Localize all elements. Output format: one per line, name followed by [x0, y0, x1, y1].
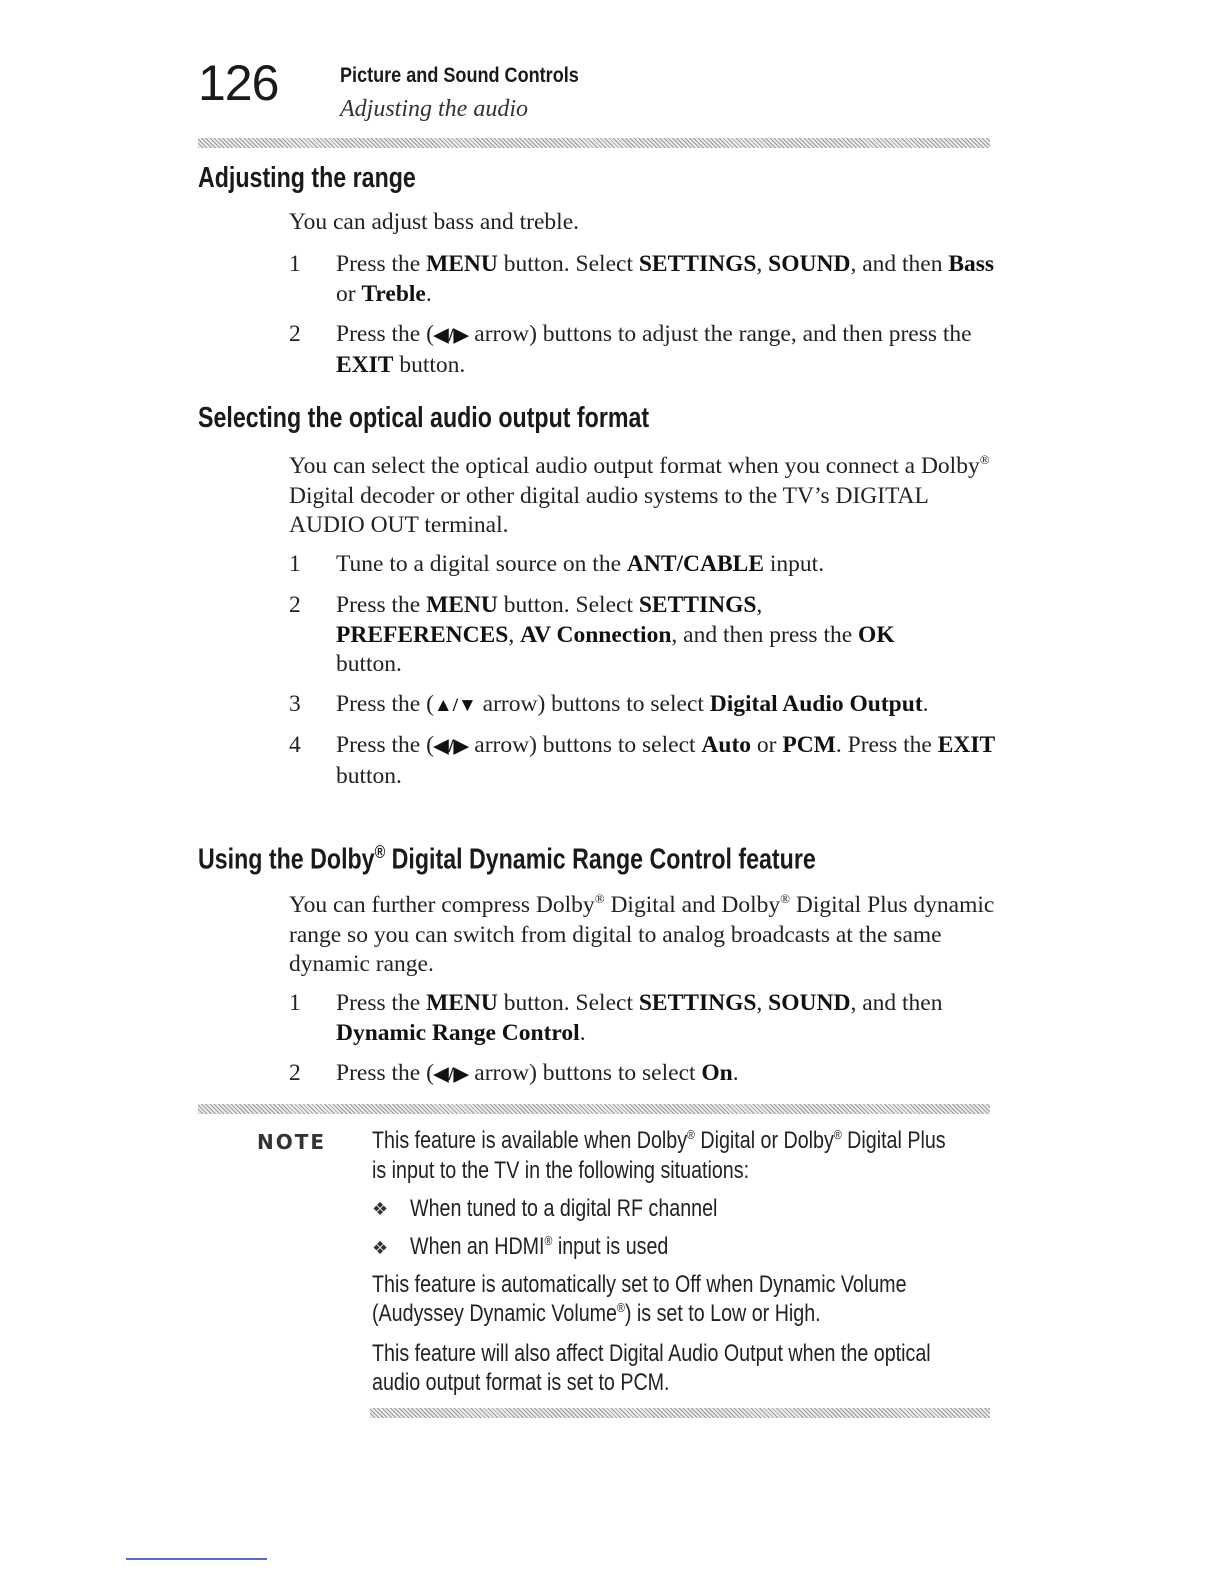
bullet-diamond-icon: ❖ [372, 1199, 389, 1220]
note-line-2: is input to the TV in the following situations: [372, 1157, 750, 1184]
bullet-diamond-icon: ❖ [372, 1238, 389, 1259]
note-line-1: This feature is available when Dolby® Digital or Dolby® Digital Plus [372, 1127, 946, 1154]
heading-adjusting-range: Adjusting the range [198, 162, 416, 194]
note-p3-line-1: This feature will also affect Digital Audio Output when the optical [372, 1340, 931, 1367]
heading-dolby-drc: Using the Dolby® Digital Dynamic Range Control feature [198, 842, 816, 876]
note-p2-line-2: (Audyssey Dynamic Volume®) is set to Low or High. [372, 1300, 821, 1327]
up-down-arrow-icon: ▲/▼ [433, 695, 477, 716]
note-top-rule [198, 1104, 990, 1114]
note-bottom-rule [370, 1408, 990, 1418]
left-right-arrow-icon: ◀/▶ [433, 325, 469, 346]
section-title: Adjusting the audio [340, 96, 528, 122]
note-p3-line-2: audio output format is set to PCM. [372, 1369, 670, 1396]
step-number: 2 [289, 321, 301, 347]
optical-intro: You can select the optical audio output format when you connect a Dolby® Digital decoder or other digital audio systems to the TV’s DIGITAL AUDIO OUT terminal. [289, 452, 990, 538]
header-rule [198, 138, 990, 148]
note-bullet-1: When tuned to a digital RF channel [410, 1195, 718, 1222]
dolby-intro: You can further compress Dolby® Digital and Dolby® Digital Plus dynamic range so you can switch from digital to analog broadcasts at the same dynamic range. [289, 891, 995, 977]
step-number: 1 [289, 251, 301, 277]
heading-optical-audio: Selecting the optical audio output format [198, 402, 650, 434]
note-bullet-2: When an HDMI® input is used [410, 1233, 669, 1260]
note-label: NOTE [257, 1130, 327, 1154]
left-right-arrow-icon: ◀/▶ [433, 736, 469, 757]
page-edge-line [126, 1558, 267, 1560]
left-right-arrow-icon: ◀/▶ [433, 1064, 469, 1085]
note-p2-line-1: This feature is automatically set to Off when Dynamic Volume [372, 1271, 907, 1298]
chapter-title: Picture and Sound Controls [340, 64, 579, 87]
range-intro: You can adjust bass and treble. [289, 209, 580, 235]
page-number: 126 [198, 55, 279, 111]
